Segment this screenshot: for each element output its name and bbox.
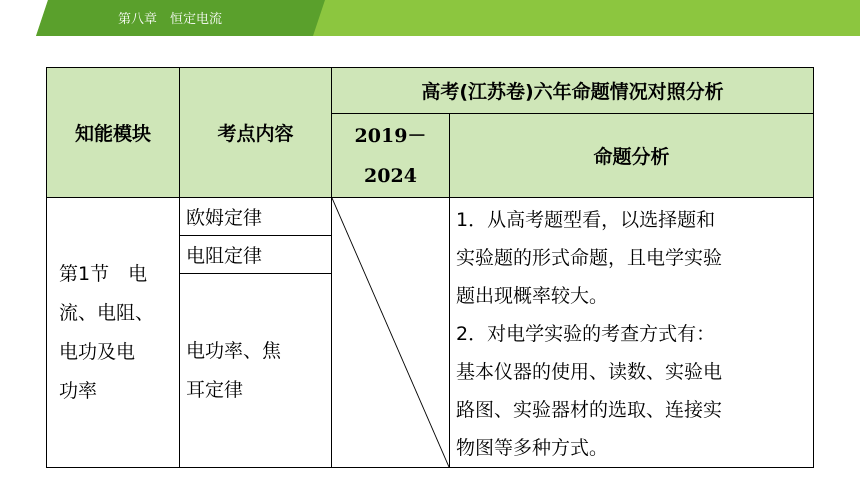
chapter-header-bar [0,0,860,36]
module-line-2: 流、电阻、 [59,301,155,324]
header-exam-points: 考点内容 [180,68,332,198]
module-line-4: 功率 [59,379,98,402]
diagonal-slash [332,198,449,467]
analysis-line-7: 物图等多种方式。 [456,437,609,459]
header-gaokao-analysis: 高考(江苏卷)六年命题情况对照分析 [332,68,814,114]
analysis-cell [450,198,814,468]
point3-line-1: 电功率、焦 [186,339,282,362]
analysis-line-4: 2．对电学实验的考查方式有： [456,323,716,345]
years-empty-cell [332,198,450,468]
analysis-line-2: 实验题的形式命题，且电学实验 [456,247,723,269]
module-cell [47,198,180,468]
header-analysis: 命题分析 [450,114,814,198]
chapter-title: 第八章 恒定电流 [118,12,223,27]
point-electric-power [180,274,332,468]
exam-analysis-table [46,67,814,468]
analysis-line-6: 路图、实验器材的选取、连接实 [456,399,723,421]
header-years-line1: 2019－ [354,124,427,147]
header-years [332,114,450,198]
analysis-line-5: 基本仪器的使用、读数、实验电 [456,361,723,383]
point3-line-2: 耳定律 [186,378,244,401]
analysis-line-1: 1．从高考题型看，以选择题和 [456,209,716,231]
module-line-1: 第1节 电 [59,262,148,285]
point-ohms-law: 欧姆定律 [180,198,332,236]
header-years-line2: 2024 [364,164,417,187]
analysis-line-3: 题出现概率较大。 [456,285,609,307]
point-resistance-law: 电阻定律 [180,236,332,274]
header-module: 知能模块 [47,68,180,198]
module-line-3: 电功及电 [59,340,136,363]
